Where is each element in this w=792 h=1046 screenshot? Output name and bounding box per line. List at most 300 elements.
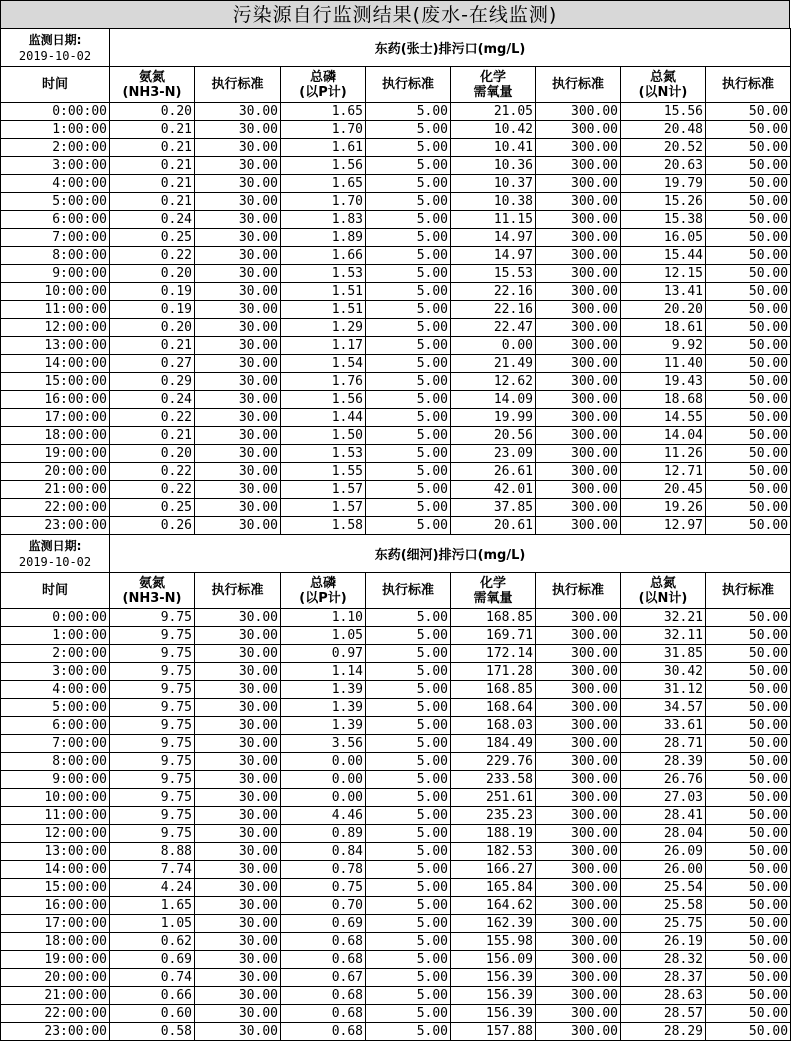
header-nh3	[110, 573, 195, 609]
cell-cod: 12.62	[451, 373, 536, 391]
cell-std: 50.00	[706, 139, 791, 157]
monitor-date-value: 2019-10-02	[18, 554, 92, 569]
cell-std: 30.00	[195, 843, 281, 861]
cell-nh3: 0.27	[110, 355, 195, 373]
cell-std: 30.00	[195, 771, 281, 789]
cell-std: 300.00	[536, 265, 621, 283]
cell-std: 5.00	[366, 879, 451, 897]
cell-tp: 1.50	[281, 427, 366, 445]
cell-tn: 15.38	[621, 211, 706, 229]
cell-std: 300.00	[536, 103, 621, 121]
cell-time: 1:00:00	[1, 627, 110, 645]
table-row	[1, 627, 791, 645]
cell-tn: 27.03	[621, 789, 706, 807]
column-header-row	[1, 573, 791, 609]
cell-nh3: 0.22	[110, 409, 195, 427]
cell-tp: 1.44	[281, 409, 366, 427]
cell-tp: 1.51	[281, 283, 366, 301]
table-row	[1, 427, 791, 445]
cell-cod: 172.14	[451, 645, 536, 663]
cell-std: 50.00	[706, 717, 791, 735]
cell-cod: 11.15	[451, 211, 536, 229]
cell-std: 300.00	[536, 753, 621, 771]
cell-cod: 23.09	[451, 445, 536, 463]
cell-std: 300.00	[536, 481, 621, 499]
table-row	[1, 409, 791, 427]
header-line: 化学	[479, 575, 506, 591]
cell-std: 5.00	[366, 717, 451, 735]
cell-cod: 37.85	[451, 499, 536, 517]
cell-cod: 168.03	[451, 717, 536, 735]
table-row	[1, 753, 791, 771]
cell-time: 17:00:00	[1, 915, 110, 933]
header-line: (以N计)	[638, 84, 688, 100]
cell-tp: 1.70	[281, 121, 366, 139]
column-header-row	[1, 67, 791, 103]
cell-tn: 28.04	[621, 825, 706, 843]
cell-std: 30.00	[195, 409, 281, 427]
cell-std: 300.00	[536, 355, 621, 373]
cell-std: 50.00	[706, 951, 791, 969]
cell-tn: 26.19	[621, 933, 706, 951]
cell-std: 300.00	[536, 499, 621, 517]
cell-time: 13:00:00	[1, 337, 110, 355]
cell-nh3: 0.21	[110, 193, 195, 211]
cell-time: 19:00:00	[1, 951, 110, 969]
cell-tn: 20.48	[621, 121, 706, 139]
cell-std: 300.00	[536, 807, 621, 825]
cell-tn: 30.42	[621, 663, 706, 681]
cell-tp: 1.57	[281, 499, 366, 517]
cell-cod: 188.19	[451, 825, 536, 843]
cell-std: 5.00	[366, 987, 451, 1005]
cell-cod: 233.58	[451, 771, 536, 789]
header-tn	[621, 67, 706, 103]
cell-time: 4:00:00	[1, 175, 110, 193]
cell-std: 300.00	[536, 735, 621, 753]
cell-std: 50.00	[706, 771, 791, 789]
cell-time: 10:00:00	[1, 789, 110, 807]
cell-std: 50.00	[706, 681, 791, 699]
header-tn	[621, 573, 706, 609]
cell-cod: 171.28	[451, 663, 536, 681]
cell-cod: 184.49	[451, 735, 536, 753]
table-row	[1, 463, 791, 481]
cell-std: 300.00	[536, 969, 621, 987]
cell-std: 50.00	[706, 735, 791, 753]
station-name: 东药(张士)排污口(mg/L)	[110, 29, 791, 67]
cell-std: 300.00	[536, 897, 621, 915]
cell-time: 23:00:00	[1, 517, 110, 535]
cell-time: 20:00:00	[1, 969, 110, 987]
cell-std: 300.00	[536, 843, 621, 861]
table-row	[1, 825, 791, 843]
cell-time: 14:00:00	[1, 355, 110, 373]
cell-time: 16:00:00	[1, 391, 110, 409]
cell-nh3: 0.60	[110, 1005, 195, 1023]
cell-std: 50.00	[706, 699, 791, 717]
table-row	[1, 771, 791, 789]
cell-std: 30.00	[195, 391, 281, 409]
cell-std: 50.00	[706, 301, 791, 319]
cell-cod: 165.84	[451, 879, 536, 897]
cell-std: 300.00	[536, 193, 621, 211]
table-row	[1, 283, 791, 301]
cell-nh3: 0.20	[110, 445, 195, 463]
cell-std: 5.00	[366, 843, 451, 861]
cell-std: 30.00	[195, 663, 281, 681]
cell-tp: 0.84	[281, 843, 366, 861]
cell-time: 21:00:00	[1, 987, 110, 1005]
cell-tn: 34.57	[621, 699, 706, 717]
cell-std: 300.00	[536, 771, 621, 789]
header-line: 氨氮	[138, 575, 165, 591]
cell-std: 300.00	[536, 987, 621, 1005]
cell-std: 50.00	[706, 609, 791, 627]
header-tp	[281, 573, 366, 609]
cell-cod: 10.38	[451, 193, 536, 211]
cell-std: 50.00	[706, 825, 791, 843]
cell-std: 5.00	[366, 319, 451, 337]
cell-tn: 33.61	[621, 717, 706, 735]
header-line: 需氧量	[473, 590, 513, 606]
cell-cod: 20.56	[451, 427, 536, 445]
header-std-cod: 执行标准	[536, 573, 621, 609]
table-row	[1, 193, 791, 211]
cell-std: 30.00	[195, 337, 281, 355]
cell-cod: 156.39	[451, 987, 536, 1005]
cell-std: 50.00	[706, 175, 791, 193]
cell-std: 5.00	[366, 373, 451, 391]
header-std-nh3: 执行标准	[195, 573, 281, 609]
cell-cod: 164.62	[451, 897, 536, 915]
cell-tn: 11.40	[621, 355, 706, 373]
cell-tp: 1.53	[281, 445, 366, 463]
cell-std: 300.00	[536, 717, 621, 735]
cell-time: 12:00:00	[1, 825, 110, 843]
cell-std: 300.00	[536, 915, 621, 933]
cell-std: 300.00	[536, 825, 621, 843]
cell-std: 5.00	[366, 645, 451, 663]
cell-std: 50.00	[706, 897, 791, 915]
cell-tp: 1.57	[281, 481, 366, 499]
cell-std: 5.00	[366, 193, 451, 211]
cell-std: 50.00	[706, 283, 791, 301]
cell-std: 5.00	[366, 517, 451, 535]
cell-std: 5.00	[366, 445, 451, 463]
cell-nh3: 9.75	[110, 645, 195, 663]
cell-std: 300.00	[536, 663, 621, 681]
cell-std: 50.00	[706, 211, 791, 229]
table-row	[1, 1005, 791, 1023]
cell-cod: 168.85	[451, 609, 536, 627]
cell-time: 22:00:00	[1, 1005, 110, 1023]
cell-std: 300.00	[536, 789, 621, 807]
cell-nh3: 0.21	[110, 337, 195, 355]
cell-nh3: 0.66	[110, 987, 195, 1005]
cell-time: 9:00:00	[1, 265, 110, 283]
cell-std: 5.00	[366, 753, 451, 771]
cell-nh3: 0.22	[110, 463, 195, 481]
cell-std: 5.00	[366, 735, 451, 753]
cell-tn: 28.71	[621, 735, 706, 753]
cell-nh3: 0.21	[110, 175, 195, 193]
table-row	[1, 609, 791, 627]
cell-std: 30.00	[195, 373, 281, 391]
report-title: 污染源自行监测结果(废水-在线监测)	[0, 0, 790, 29]
table-row	[1, 969, 791, 987]
cell-tn: 20.45	[621, 481, 706, 499]
cell-tp: 1.65	[281, 103, 366, 121]
header-std-tn: 执行标准	[706, 67, 791, 103]
cell-std: 5.00	[366, 283, 451, 301]
table-row	[1, 175, 791, 193]
cell-std: 30.00	[195, 969, 281, 987]
cell-std: 300.00	[536, 445, 621, 463]
cell-tp: 1.54	[281, 355, 366, 373]
cell-tn: 31.85	[621, 645, 706, 663]
cell-tp: 0.68	[281, 1005, 366, 1023]
cell-tn: 20.20	[621, 301, 706, 319]
cell-std: 300.00	[536, 645, 621, 663]
cell-std: 5.00	[366, 463, 451, 481]
cell-tp: 1.61	[281, 139, 366, 157]
cell-std: 300.00	[536, 861, 621, 879]
cell-tp: 0.89	[281, 825, 366, 843]
cell-std: 5.00	[366, 933, 451, 951]
cell-tn: 19.79	[621, 175, 706, 193]
table-row	[1, 843, 791, 861]
cell-std: 30.00	[195, 879, 281, 897]
cell-std: 300.00	[536, 879, 621, 897]
cell-std: 5.00	[366, 409, 451, 427]
header-time: 时间	[1, 573, 110, 609]
cell-cod: 14.97	[451, 229, 536, 247]
cell-time: 7:00:00	[1, 229, 110, 247]
header-line: 总氮	[649, 69, 676, 85]
cell-tp: 0.68	[281, 951, 366, 969]
cell-std: 50.00	[706, 753, 791, 771]
table-row	[1, 879, 791, 897]
cell-tp: 0.68	[281, 1023, 366, 1041]
cell-std: 50.00	[706, 481, 791, 499]
table-row	[1, 915, 791, 933]
cell-time: 15:00:00	[1, 879, 110, 897]
cell-nh3: 9.75	[110, 609, 195, 627]
cell-std: 50.00	[706, 969, 791, 987]
header-nh3	[110, 67, 195, 103]
cell-tn: 18.61	[621, 319, 706, 337]
station-row	[1, 29, 791, 67]
cell-std: 5.00	[366, 211, 451, 229]
cell-std: 300.00	[536, 247, 621, 265]
cell-std: 5.00	[366, 301, 451, 319]
cell-std: 30.00	[195, 753, 281, 771]
cell-std: 30.00	[195, 229, 281, 247]
cell-std: 5.00	[366, 609, 451, 627]
cell-nh3: 0.21	[110, 157, 195, 175]
cell-tn: 20.63	[621, 157, 706, 175]
cell-std: 30.00	[195, 699, 281, 717]
cell-std: 50.00	[706, 807, 791, 825]
cell-std: 300.00	[536, 121, 621, 139]
cell-std: 300.00	[536, 175, 621, 193]
cell-std: 50.00	[706, 861, 791, 879]
cell-std: 5.00	[366, 229, 451, 247]
cell-std: 5.00	[366, 951, 451, 969]
cell-std: 50.00	[706, 645, 791, 663]
cell-std: 5.00	[366, 681, 451, 699]
cell-std: 30.00	[195, 499, 281, 517]
cell-std: 30.00	[195, 193, 281, 211]
monitor-date	[1, 29, 110, 67]
cell-std: 50.00	[706, 879, 791, 897]
cell-std: 5.00	[366, 265, 451, 283]
table-row	[1, 373, 791, 391]
cell-std: 300.00	[536, 337, 621, 355]
cell-std: 30.00	[195, 463, 281, 481]
header-std-tp: 执行标准	[366, 67, 451, 103]
cell-std: 30.00	[195, 211, 281, 229]
table-row	[1, 229, 791, 247]
cell-std: 30.00	[195, 735, 281, 753]
table-row	[1, 211, 791, 229]
cell-std: 5.00	[366, 861, 451, 879]
cell-std: 300.00	[536, 409, 621, 427]
cell-std: 30.00	[195, 681, 281, 699]
cell-nh3: 1.05	[110, 915, 195, 933]
table-row	[1, 1023, 791, 1041]
cell-tn: 25.58	[621, 897, 706, 915]
cell-tn: 28.39	[621, 753, 706, 771]
cell-std: 300.00	[536, 517, 621, 535]
cell-time: 2:00:00	[1, 645, 110, 663]
cell-std: 300.00	[536, 1005, 621, 1023]
cell-tn: 16.05	[621, 229, 706, 247]
cell-tn: 28.57	[621, 1005, 706, 1023]
cell-nh3: 0.26	[110, 517, 195, 535]
cell-tn: 25.75	[621, 915, 706, 933]
cell-cod: 19.99	[451, 409, 536, 427]
cell-cod: 235.23	[451, 807, 536, 825]
cell-tp: 0.70	[281, 897, 366, 915]
table-row	[1, 663, 791, 681]
cell-nh3: 0.58	[110, 1023, 195, 1041]
table-row	[1, 103, 791, 121]
cell-std: 300.00	[536, 609, 621, 627]
cell-std: 30.00	[195, 609, 281, 627]
cell-cod: 20.61	[451, 517, 536, 535]
cell-tn: 26.09	[621, 843, 706, 861]
cell-std: 5.00	[366, 789, 451, 807]
cell-tp: 1.39	[281, 717, 366, 735]
cell-tp: 1.53	[281, 265, 366, 283]
cell-nh3: 0.22	[110, 481, 195, 499]
cell-std: 30.00	[195, 283, 281, 301]
cell-std: 5.00	[366, 897, 451, 915]
cell-tn: 26.76	[621, 771, 706, 789]
cell-tn: 15.44	[621, 247, 706, 265]
cell-std: 5.00	[366, 699, 451, 717]
cell-std: 5.00	[366, 663, 451, 681]
cell-std: 50.00	[706, 427, 791, 445]
cell-std: 5.00	[366, 355, 451, 373]
header-cod	[451, 573, 536, 609]
cell-tn: 12.97	[621, 517, 706, 535]
cell-tn: 28.63	[621, 987, 706, 1005]
cell-cod: 10.36	[451, 157, 536, 175]
cell-tn: 28.37	[621, 969, 706, 987]
cell-tp: 1.05	[281, 627, 366, 645]
header-time: 时间	[1, 67, 110, 103]
monitor-date-label: 监测日期:	[28, 32, 82, 47]
cell-std: 50.00	[706, 157, 791, 175]
cell-std: 30.00	[195, 103, 281, 121]
cell-std: 5.00	[366, 1005, 451, 1023]
cell-tn: 20.52	[621, 139, 706, 157]
cell-std: 300.00	[536, 1023, 621, 1041]
monitor-date-label: 监测日期:	[28, 538, 82, 553]
cell-time: 21:00:00	[1, 481, 110, 499]
cell-time: 3:00:00	[1, 157, 110, 175]
cell-time: 7:00:00	[1, 735, 110, 753]
cell-std: 30.00	[195, 951, 281, 969]
cell-std: 50.00	[706, 915, 791, 933]
monitoring-table	[0, 28, 791, 1041]
cell-tp: 1.29	[281, 319, 366, 337]
cell-std: 30.00	[195, 627, 281, 645]
cell-std: 5.00	[366, 139, 451, 157]
cell-tp: 1.56	[281, 391, 366, 409]
cell-std: 50.00	[706, 987, 791, 1005]
cell-cod: 10.37	[451, 175, 536, 193]
cell-tp: 0.97	[281, 645, 366, 663]
cell-std: 30.00	[195, 807, 281, 825]
cell-cod: 182.53	[451, 843, 536, 861]
cell-tp: 0.78	[281, 861, 366, 879]
cell-cod: 156.39	[451, 969, 536, 987]
cell-std: 300.00	[536, 157, 621, 175]
cell-std: 5.00	[366, 427, 451, 445]
cell-std: 5.00	[366, 807, 451, 825]
cell-time: 13:00:00	[1, 843, 110, 861]
station-row	[1, 535, 791, 573]
cell-std: 50.00	[706, 517, 791, 535]
cell-std: 30.00	[195, 861, 281, 879]
cell-nh3: 9.75	[110, 717, 195, 735]
cell-nh3: 4.24	[110, 879, 195, 897]
cell-std: 50.00	[706, 355, 791, 373]
header-line: (以P计)	[299, 590, 347, 606]
cell-cod: 162.39	[451, 915, 536, 933]
cell-cod: 10.42	[451, 121, 536, 139]
cell-std: 5.00	[366, 1023, 451, 1041]
cell-time: 6:00:00	[1, 211, 110, 229]
cell-nh3: 0.21	[110, 427, 195, 445]
cell-std: 50.00	[706, 247, 791, 265]
cell-tp: 0.00	[281, 771, 366, 789]
cell-tp: 1.14	[281, 663, 366, 681]
cell-nh3: 0.19	[110, 283, 195, 301]
cell-time: 23:00:00	[1, 1023, 110, 1041]
cell-nh3: 0.25	[110, 499, 195, 517]
cell-tn: 14.04	[621, 427, 706, 445]
cell-std: 5.00	[366, 247, 451, 265]
cell-std: 50.00	[706, 663, 791, 681]
cell-std: 300.00	[536, 427, 621, 445]
cell-std: 50.00	[706, 933, 791, 951]
cell-std: 30.00	[195, 301, 281, 319]
